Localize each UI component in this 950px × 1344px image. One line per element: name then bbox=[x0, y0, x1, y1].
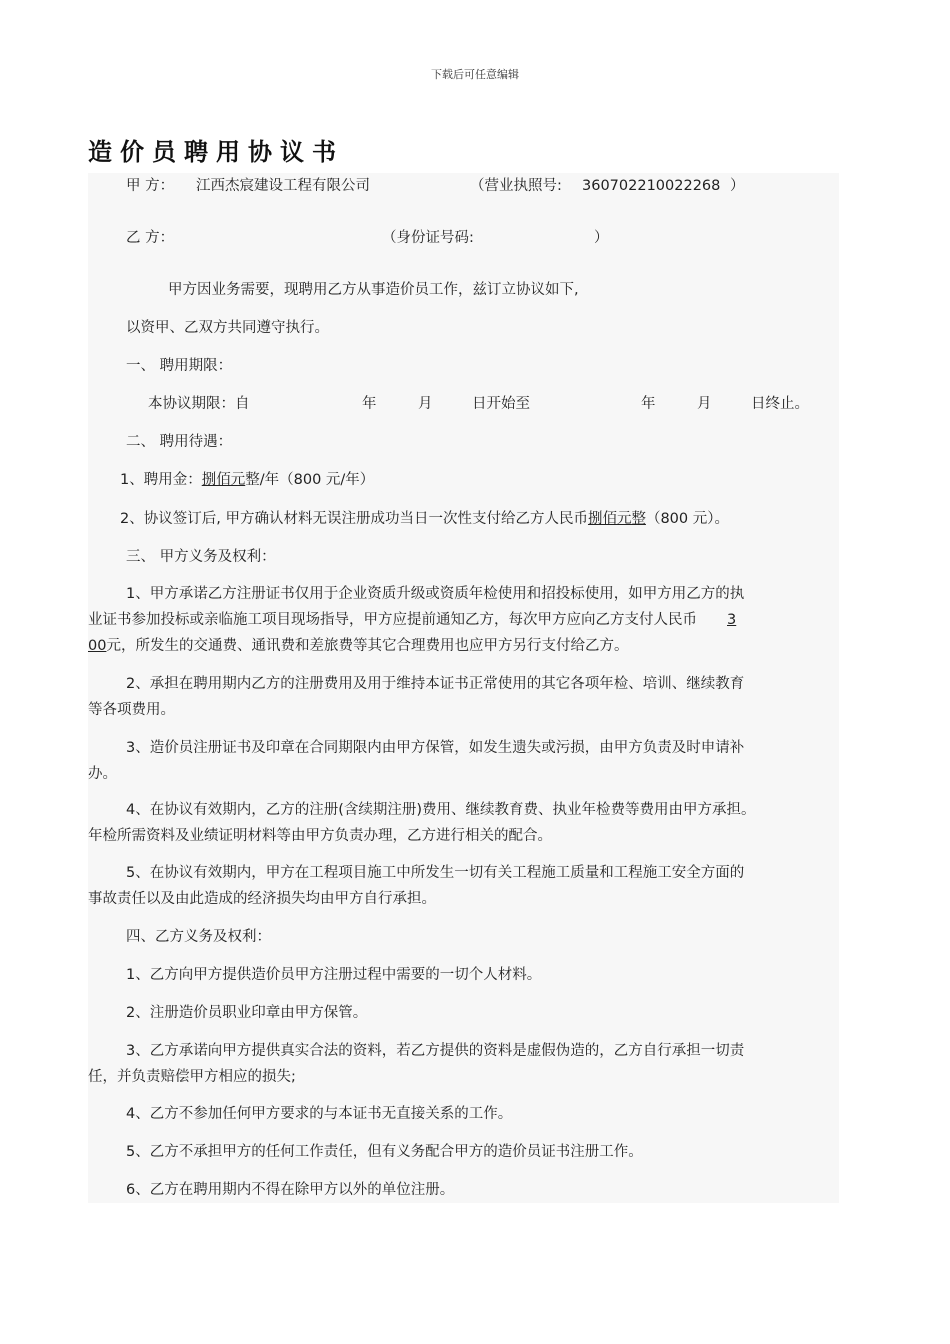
term-day-end: 日终止。 bbox=[751, 396, 809, 412]
clause-a3-line-1: 3、造价员注册证书及印章在合同期限内由甲方保管，如发生遗失或污损，由甲方负责及时申请补 bbox=[126, 740, 745, 756]
party-a-license-number: 360702210022268 bbox=[582, 178, 721, 194]
clause-a1-line-3-text: 元，所发生的交通费、通讯费和差旅费等其它合理费用也应甲方另行支付给乙方。 bbox=[106, 638, 629, 654]
clause-b1: 1、乙方向甲方提供造价员甲方注册过程中需要的一切个人材料。 bbox=[126, 967, 542, 983]
clause-a1-line-2-text: 业证书参加投标或亲临施工项目现场指导，甲方应提前通知乙方，每次甲方应向乙方支付人民币 bbox=[88, 612, 697, 628]
section-1-heading: 一、 聘用期限： bbox=[126, 358, 233, 374]
term-year-1: 年 bbox=[362, 396, 377, 412]
clause-b5: 5、乙方不承担甲方的任何工作责任，但有义务配合甲方的造价员证书注册工作。 bbox=[126, 1144, 643, 1160]
clause-a5-line-2: 事故责任以及由此造成的经济损失均由甲方自行承担。 bbox=[88, 891, 436, 907]
clause-a2-line-1: 2、承担在聘用期内乙方的注册费用及用于维持本证书正常使用的其它各项年检、培训、继续教育 bbox=[126, 676, 745, 692]
party-b-label: 乙 方： bbox=[126, 230, 175, 246]
clause-a1-line-2 bbox=[88, 611, 736, 629]
clause-a1-amount-part-1: 3 bbox=[727, 612, 737, 628]
pay-item-1-suffix: 整/年（800 元/年） bbox=[245, 472, 375, 488]
clause-a1-line-3 bbox=[88, 637, 628, 655]
pay-item-2 bbox=[120, 510, 729, 528]
intro-line-2: 以资甲、乙双方共同遵守执行。 bbox=[126, 320, 329, 336]
section-3-heading: 三、 甲方义务及权利： bbox=[126, 549, 276, 565]
clause-a2-line-2: 等各项费用。 bbox=[88, 702, 175, 718]
clause-b2: 2、注册造价员职业印章由甲方保管。 bbox=[126, 1005, 368, 1021]
party-b-id-close: ） bbox=[594, 230, 609, 246]
clause-b3-line-1: 3、乙方承诺向甲方提供真实合法的资料，若乙方提供的资料是虚假伪造的，乙方自行承担一切责 bbox=[126, 1043, 745, 1059]
section-4-heading: 四、乙方义务及权利： bbox=[126, 929, 271, 945]
term-month-2: 月 bbox=[697, 396, 712, 412]
clause-a4-line-1: 4、在协议有效期内，乙方的注册(含续期注册)费用、继续教育费、执业年检费等费用由甲方承担。 bbox=[126, 802, 756, 818]
section-2-heading: 二、 聘用待遇： bbox=[126, 434, 233, 450]
clause-a5-line-1: 5、在协议有效期内，甲方在工程项目施工中所发生一切有关工程施工质量和工程施工安全方面的 bbox=[126, 865, 745, 881]
party-a-license-close: ） bbox=[730, 178, 745, 194]
pay-item-1 bbox=[120, 471, 374, 489]
clause-a3-line-2: 办。 bbox=[88, 766, 117, 782]
party-a-name: 江西杰宸建设工程有限公司 bbox=[196, 178, 370, 194]
intro-line-1: 甲方因业务需要，现聘用乙方从事造价员工作，兹订立协议如下, bbox=[168, 282, 579, 298]
header-note: 下载后可任意编辑 bbox=[431, 68, 519, 81]
party-a-license-label: （营业执照号: bbox=[470, 178, 562, 194]
document-title: 造价员聘用协议书 bbox=[88, 137, 344, 166]
clause-a1-amount-part-2: 00 bbox=[88, 638, 107, 654]
term-prefix: 本协议期限：自 bbox=[148, 396, 250, 412]
pay-item-1-amount: 捌佰元 bbox=[201, 472, 246, 488]
pay-item-2-prefix: 2、协议签订后, 甲方确认材料无误注册成功当日一次性支付给乙方人民币 bbox=[120, 511, 588, 527]
party-a-label: 甲 方： bbox=[126, 178, 175, 194]
clause-b6: 6、乙方在聘用期内不得在除甲方以外的单位注册。 bbox=[126, 1182, 455, 1198]
pay-item-2-amount: 捌佰元整 bbox=[587, 511, 646, 527]
term-month-1: 月 bbox=[418, 396, 433, 412]
party-b-id-label: （身份证号码: bbox=[382, 230, 474, 246]
clause-a4-line-2: 年检所需资料及业绩证明材料等由甲方负责办理，乙方进行相关的配合。 bbox=[88, 828, 552, 844]
clause-a1-line-1: 1、甲方承诺乙方注册证书仅用于企业资质升级或资质年检使用和招投标使用，如甲方用乙方的执 bbox=[126, 586, 745, 602]
pay-item-2-suffix: （800 元）。 bbox=[645, 511, 729, 527]
term-day-start: 日开始至 bbox=[472, 396, 530, 412]
term-year-2: 年 bbox=[641, 396, 656, 412]
pay-item-1-prefix: 1、聘用金： bbox=[120, 472, 202, 488]
clause-b3-line-2: 任，并负责赔偿甲方相应的损失; bbox=[88, 1069, 296, 1085]
clause-b4: 4、乙方不参加任何甲方要求的与本证书无直接关系的工作。 bbox=[126, 1106, 513, 1122]
